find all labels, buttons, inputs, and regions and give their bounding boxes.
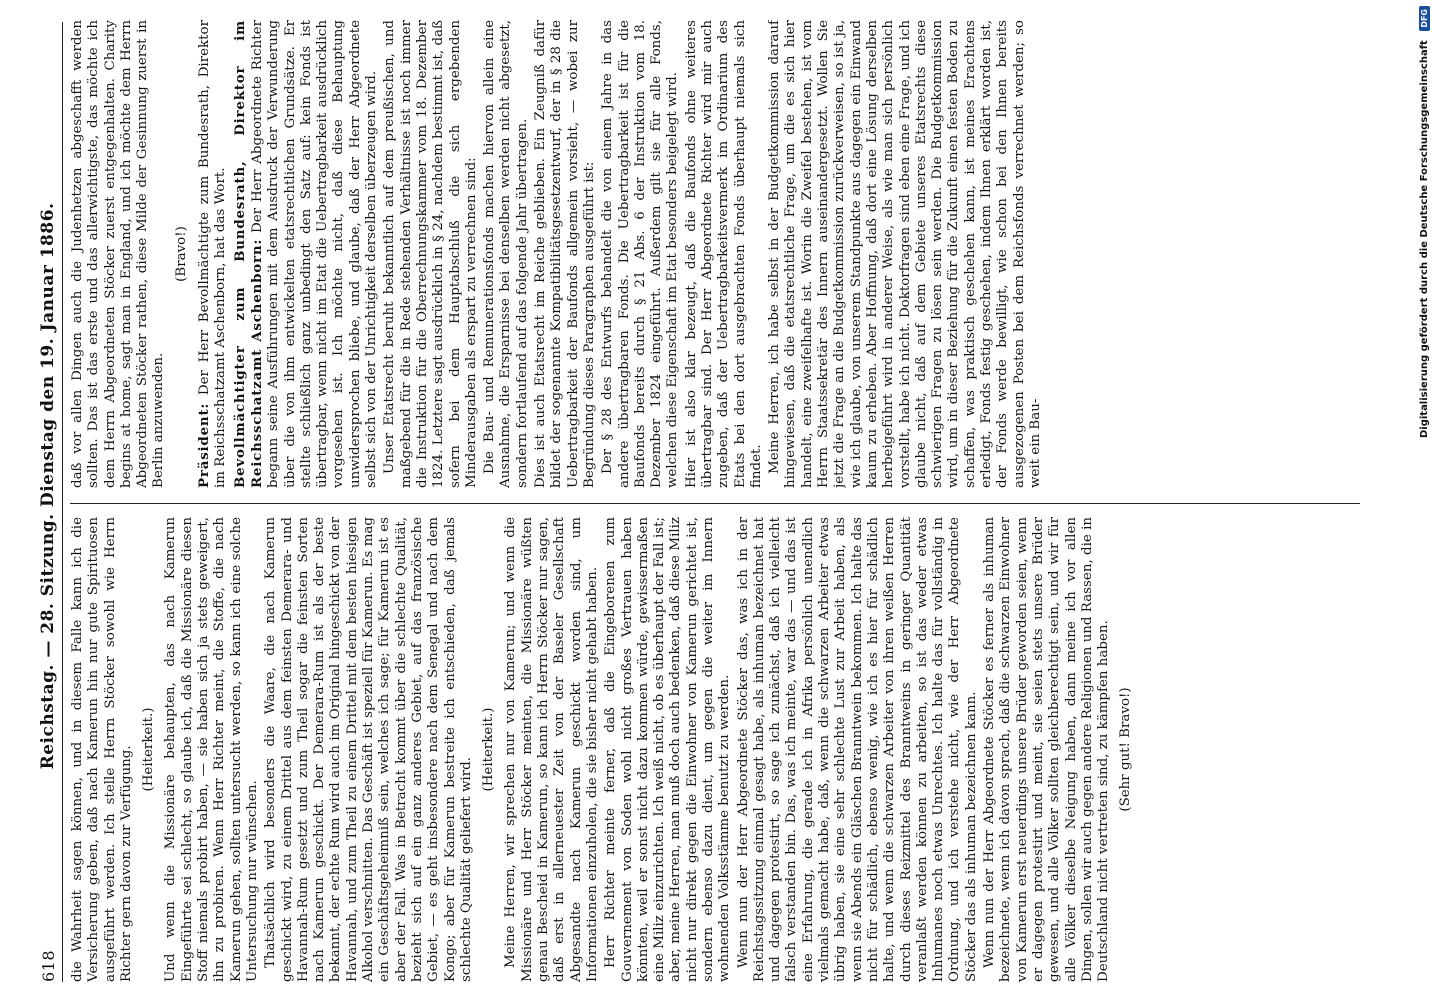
page-title: Reichstag. — 28. Sitzung. Dienstag den 19. Januar 1886. — [38, 202, 58, 770]
paragraph: Wenn nun der Herr Abgeordnete Stöcker es ferner als inhuman bezeichnete, wenn ich davon sprach, daß die schwarzen Einwohner von Kamerun erst neuerdings unsere Brüder geworden seien, wenn er dagegen protestirt und meint, sie seien stets unsere Brüder gewesen, und alle Völker sollten gleichberechtigt sein, und wir für alle Völker dieselbe Neigung haben, dann meine ich vor allen Dingen, sollen wir auch gegen andere Religionen und Rassen, die in Deutschland nicht vertreten sind, zu kämpfen haben. — [982, 517, 1112, 982]
paragraph: Wenn nun der Herr Abgeordnete Stöcker das, was ich in der Reichstagssitzung einmal gesagt habe, als inhuman bezeichnet hat und dagegen protestirt, so sage ich zunächst, daß ich vielleicht falsch verstanden bin. Das, was ich meinte, war das — und das ist eine Erfahrung, die gerade ich in Afrika persönlich unendlich vielmals gemacht habe, daß, wenn die schwarzen Arbeiter etwas übrig haben, sie eine sehr schlechte Lust zur Arbeit haben, als wenn sie Abends ein Gläschen Branntwein bekommen. Ich halte das nicht für schädlich, ebenso wenig, wie ich es hier für schädlich halte, und wenn die schwarzen Arbeiter von ihren weißen Herren durch dieses Reizmittel des Branntweins in geringer Quantität veranlaßt werden können zu arbeiten, so ist das weder etwas Inhumanes noch etwas Unrechtes. Ich halte das für vollständig in Ordnung, und ich verstehe nicht, wie der Herr Abgeordnete Stöcker das als inhuman bezeichnen kann. — [735, 517, 979, 982]
text-column-left — [70, 517, 1370, 982]
paragraph: Meine Herren, wir sprechen nur von Kamerun; und wenn die Missionäre und Herr Stöcker meinten, die Missionäre wüßten genau Bescheid in Kamerun, so kann ich Herrn Stöcker nur sagen, daß erst in allerneuester Zeit von der Baseler Gesellschaft Abgesandte nach Kamerun geschickt worden sind, um Informationen einzuholen, die sie bisher nicht gehabt haben. — [503, 517, 600, 982]
dfg-logo: DFG — [1419, 6, 1430, 31]
paragraph: daß vor allen Dingen auch die Judenhetzen abgeschafft werden sollten. Das ist das erste und das allerwichtigste, das möchte ich dem Herrn Abgeordneten Stöcker zuerst entgegenhalten. Charity begins at home, sagt man in England, und ich möchte dem Herrn Abgeordneten Stöcker rathen, diese Milde der Gesinnung zuerst in Berlin anzuwenden. — [70, 20, 167, 488]
paragraph: Hier ist also klar bezeugt, daß die Baufonds ohne weiteres übertragbar sind. Der Herr Abgeordnete Richter wird mir auch zugeben, daß der Uebertragbarkeitsvermerk im Ordinarium des Etats bei den dort ausgebrachten Fonds überhaupt niemals sich findet. — [683, 20, 764, 488]
paragraph: Und wenn die Missionäre behaupten, das nach Kamerun Eingeführte sei schlecht, so glaube ich, daß die Missionäre diesen Stoff niemals probirt haben, — sie haben sich ja stets geweigert, ihn zu probiren. Wenn Herr Richter meint, die Stoffe, die nach Kamerun gehen, sollten untersucht werden, so kann ich eine solche Untersuchung nur wünschen. — [163, 517, 260, 982]
interjection: (Sehr gut! Bravo!) — [1118, 687, 1134, 812]
margin-credit-text: Digitalisierung gefördert durch die Deutsche Forschungsgemeinschaft — [1419, 40, 1430, 439]
paragraph: Thatsächlich wird besonders die Waare, die nach Kamerun geschickt wird, zu einem Drittel aus dem feinsten Demerara- und Havannah-Rum gesetzt und zum Theil sogar die feinsten Sorten nach Kamerun geschickt. Der Demerara-Rum ist als der beste bekannt, der echte Rum wird auch im Original hingeschickt von der Havannah, und zum Theil zu einem Drittel mit dem besten hiesigen Alkohol verschnitten. Das Geschäft ist speziell für Kamerun. Es mag ein Geschäftsgeheimniß sein, welches ich sage; für Kamerun ist es aber der Fall. Was in Betracht kommt über die schlechte Qualität, bezieht sich auf ein ganz anderes Gebiet, auf das französische Gebiet, — es geht insbesondere nach dem Senegal und nach dem Kongo; aber für Kamerun bestreite ich entschieden, daß jemals schlechte Qualität geliefert wird. — [263, 517, 474, 982]
paragraph: Der § 28 des Entwurfs behandelt die von einem Jahre in das andere übertragbaren Fonds. Die Uebertragbarkeit ist für die Baufonds bereits durch § 21 Abs. 6 der Instruktion vom 18. Dezember 1824 eingeführt. Außerdem gilt sie für alle Fonds, welchen diese Eigenschaft im Etat besonders beigelegt wird. — [600, 20, 681, 488]
interjection: (Heiterkeit.) — [481, 707, 497, 792]
speech-text: Der Herr Abgeordnete Richter begann seine Ausführungen mit dem Ausdruck der Verwunderung über die von ihm entwickelten etatsrechtlichen Grundsätze. Er stellte schließlich ganz unbedingt den Satz auf: kein Fonds ist übertragbar, wenn nicht im Etat die Uebertragbarkeit ausdrücklich vorgesehen ist. Ich möchte nicht, daß diese Behauptung unwidersprochen bliebe, und glaube, daß der Herr Abgeordnete selbst sich von der Unrichtigkeit derselben überzeugen wird. — [249, 20, 380, 488]
speaker-paragraph — [232, 20, 381, 488]
paragraph: Dies ist auch Etatsrecht im Reiche geblieben. Ein Zeugniß dafür bildet der sogenannte Kompatibilitätsgesetzentwurf, der in § 28 die Uebertragbarkeit der Baufonds allgemein vorsieht, — wobei zur Begründung dieses Paragraphen ausgeführt ist: — [533, 20, 597, 488]
paragraph: Die Bau- und Remunerationsfonds machen hiervon allein eine Ausnahme, die Ersparnisse bei denselben werden nicht abgesetzt, sondern fortlaufend auf das folgende Jahr übertragen. — [482, 20, 530, 488]
text-column-right — [70, 20, 1370, 488]
paragraph: Herr Richter meinte ferner, daß die Eingeborenen zum Gouvernement von Soden wohl nicht großes Vertrauen haben könnten, weil er sonst nicht dazu kommen würde, gewissermaßen eine Miliz einzurichten. Ich weiß nicht, ob es überhaupt der Fall ist; aber, meine Herren, man muß doch auch bedenken, daß diese Miliz nicht nur direkt gegen die Einwohner von Kamerun gerichtet ist, sondern ebenso dazu dient, um gegen die weiter im Innern wohnenden Volksstämme benutzt zu werden. — [603, 517, 733, 982]
margin-credit — [1417, 0, 1432, 1000]
paragraph: Unser Etatsrecht beruht bekanntlich auf dem preußischen, und maßgebend für die in Rede stehenden Verhältnisse ist noch immer die Instruktion für die Oberrechnungskammer vom 18. Dezember 1824. Letztere sagt ausdrücklich in § 24, nachdem bestimmt ist, daß sofern bei dem Hauptabschluß die sich ergebenden Minderausgaben als erspart zu verrechnen sind: — [382, 20, 479, 488]
header-rule — [62, 22, 63, 982]
page-header — [36, 22, 60, 982]
speaker-name: Bevollmächtigter zum Bundesrath, Direktor im Reichsschatzamt Aschenborn: — [231, 20, 265, 488]
speaker-paragraph — [196, 20, 230, 488]
paragraph: Meine Herren, ich habe selbst in der Budgetkommission darauf hingewiesen, daß die etatsrechtliche Frage, um die es sich hier handelt, eine zweifelhafte ist. Worin die Zweifel bestehen, ist vom Herrn Staatssekretär des Innern auseinandergesetzt. Wollen Sie jetzt die Frage an die Budgetkommission zurückverweisen, so ist ja, wie ich glaube, von unserem Standpunkte aus dagegen ein Einwand kaum zu erheben. Aber Hoffnung, daß dort eine Lösung derselben herbeigeführt wird in anderer Weise, als wie man sich persönlich vorstellt, habe ich nicht. Doktorfragen sind eben eine Frage, und ich glaube nicht, daß auf dem Gebiete unseres Etatsrechts diese schwierigen Fragen zu lösen sein werden. Die Budgetkommission wird, um in dieser Beziehung für die Zukunft einen festen Boden zu schaffen, was praktisch geschehen kann, ist meines Erachtens erledigt, Fonds festig geschehen, indem Ihnen erklärt worden ist, der Fonds werde bewilligt, wie schon bei den Ihnen bereits ausgezogenen Posten bei dem Reichsfonds verrechnet werden; so weit ein Bau- — [767, 20, 1043, 488]
page-number: 618 — [38, 949, 58, 982]
speaker-name: Präsident: — [196, 402, 213, 488]
interjection: (Heiterkeit.) — [141, 707, 157, 792]
interjection: (Bravo!) — [173, 226, 189, 282]
column-divider — [70, 503, 1360, 504]
paragraph: die Wahrheit sagen können, und in diesem Falle kann ich die Versicherung geben, daß nach Kamerun hin nur gute Spirituosen ausgeführt werden. Ich stelle Herrn Stöcker sowohl wie Herrn Richter gern davon zur Verfügung. — [70, 517, 134, 982]
speech-text: Der Herr Bevollmächtigte zum Bundesrath, Direktor im Reichsschatzamt Aschenborn, hat das Wort. — [197, 20, 229, 488]
